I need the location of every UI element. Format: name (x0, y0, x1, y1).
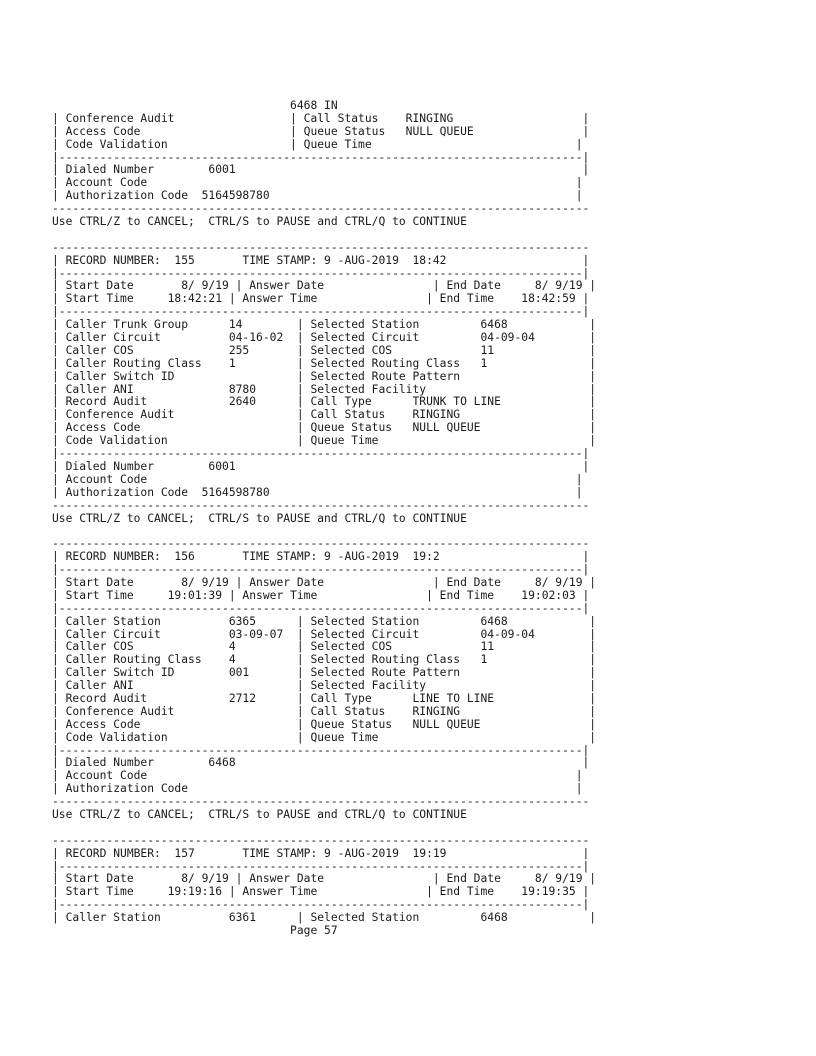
printout-line: ------------------------------------------------------------------------------- (52, 498, 590, 512)
printout-line (52, 822, 596, 835)
printout-line: | Code Validation | Queue Time | (52, 137, 583, 151)
printout-line: | RECORD NUMBER: 155 TIME STAMP: 9 -AUG-2019 18:42 | (52, 253, 590, 267)
page-number: Page 57 (52, 924, 338, 937)
printout-line: | Record Audit 2640 | Call Type TRUNK TO LINE | (52, 395, 597, 409)
printout-line: | Dialed Number 6001 | (52, 163, 590, 177)
printout-line: 6468 IN (52, 99, 338, 112)
printout-line: |-----------------------------------------------------------------------------| (52, 859, 590, 873)
printout-line: | Access Code | Queue Status NULL QUEUE | (52, 421, 597, 435)
printout-line: | Caller Station 6365 | Selected Station 6468 | (52, 614, 597, 628)
printout-line: ------------------------------------------------------------------------------- (52, 795, 590, 809)
printout-line: | Caller COS 4 | Selected COS 11 | (52, 640, 597, 654)
printout-line: |-----------------------------------------------------------------------------| (52, 898, 590, 912)
printout-line: | Caller COS 255 | Selected COS 11 | (52, 343, 597, 357)
printout-line: | Authorization Code 5164598780 | (52, 189, 583, 203)
printout-line: | Start Date 8/ 9/19 | Answer Date | End Date 8/ 9/19 | (52, 575, 597, 589)
printout-line: | Record Audit 2712 | Call Type LINE TO LINE | (52, 691, 597, 705)
printout-line: Use CTRL/Z to CANCEL; CTRL/S to PAUSE and CTRL/Q to CONTINUE (52, 511, 467, 525)
printout-line: Use CTRL/Z to CANCEL; CTRL/S to PAUSE and CTRL/Q to CONTINUE (52, 215, 467, 229)
printout-line: ------------------------------------------------------------------------------- (52, 537, 590, 551)
printout-line: |-----------------------------------------------------------------------------| (52, 447, 590, 461)
printout-line: | Dialed Number 6001 | (52, 459, 590, 473)
printout-line: Use CTRL/Z to CANCEL; CTRL/S to PAUSE and CTRL/Q to CONTINUE (52, 807, 467, 821)
printout-line (52, 229, 596, 242)
printout-line: ------------------------------------------------------------------------------- (52, 240, 590, 254)
printout-line: | Start Time 19:01:39 | Answer Time | End Time 19:02:03 | (52, 588, 590, 602)
printout-line: | Access Code | Queue Status NULL QUEUE | (52, 717, 597, 731)
printout-line: ------------------------------------------------------------------------------- (52, 202, 590, 216)
printout-line: | Conference Audit | Call Status RINGING | (52, 111, 590, 125)
printout-line: |-----------------------------------------------------------------------------| (52, 743, 590, 757)
printout-line: | Conference Audit | Call Status RINGING | (52, 408, 597, 422)
printout-line: | Code Validation | Queue Time | (52, 434, 597, 448)
printout-line: | Caller Circuit 04-16-02 | Selected Circuit 04-09-04 | (52, 331, 597, 345)
printout-line: | Authorization Code 5164598780 | (52, 485, 583, 499)
printout-line: | Account Code | (52, 176, 583, 190)
printout-line: | Start Time 18:42:21 | Answer Time | End Time 18:42:59 | (52, 292, 590, 306)
printout-line: | Account Code | (52, 769, 583, 783)
printout-line: | Caller Station 6361 | Selected Station 6468 | (52, 911, 597, 925)
printout-line: | Authorization Code | (52, 782, 583, 796)
call-record-printout (52, 100, 596, 938)
printout-line: | RECORD NUMBER: 157 TIME STAMP: 9 -AUG-2019 19:19 | (52, 846, 590, 860)
printout-line: | Access Code | Queue Status NULL QUEUE | (52, 124, 590, 138)
printout-line: |-----------------------------------------------------------------------------| (52, 305, 590, 319)
printout-line: |-----------------------------------------------------------------------------| (52, 150, 590, 164)
printout-line: | Start Date 8/ 9/19 | Answer Date | End Date 8/ 9/19 | (52, 279, 597, 293)
printout-line: | Start Date 8/ 9/19 | Answer Date | End Date 8/ 9/19 | (52, 872, 597, 886)
printout-line: | Caller Trunk Group 14 | Selected Station 6468 | (52, 318, 597, 332)
printout-line: |-----------------------------------------------------------------------------| (52, 266, 590, 280)
printout-line: | Code Validation | Queue Time | (52, 730, 597, 744)
printout-line: |-----------------------------------------------------------------------------| (52, 601, 590, 615)
printout-line: | Caller Circuit 03-09-07 | Selected Circuit 04-09-04 | (52, 627, 597, 641)
printout-line: | Caller Routing Class 4 | Selected Routing Class 1 | (52, 653, 597, 667)
printout-line: | Caller ANI | Selected Facility | (52, 679, 597, 693)
printout-line: | Start Time 19:19:16 | Answer Time | End Time 19:19:35 | (52, 885, 590, 899)
printout-line: | Dialed Number 6468 | (52, 756, 590, 770)
printout-line: | Caller ANI 8780 | Selected Facility | (52, 382, 597, 396)
printout-line: | Account Code | (52, 472, 583, 486)
printout-line: ------------------------------------------------------------------------------- (52, 833, 590, 847)
printout-line: | Caller Switch ID 001 | Selected Route Pattern | (52, 666, 597, 680)
printout-line: | RECORD NUMBER: 156 TIME STAMP: 9 -AUG-2019 19:2 | (52, 550, 590, 564)
printout-line: | Caller Routing Class 1 | Selected Routing Class 1 | (52, 356, 597, 370)
printout-line: | Conference Audit | Call Status RINGING | (52, 704, 597, 718)
printout-line: |-----------------------------------------------------------------------------| (52, 563, 590, 577)
printout-line: | Caller Switch ID | Selected Route Pattern | (52, 369, 597, 383)
